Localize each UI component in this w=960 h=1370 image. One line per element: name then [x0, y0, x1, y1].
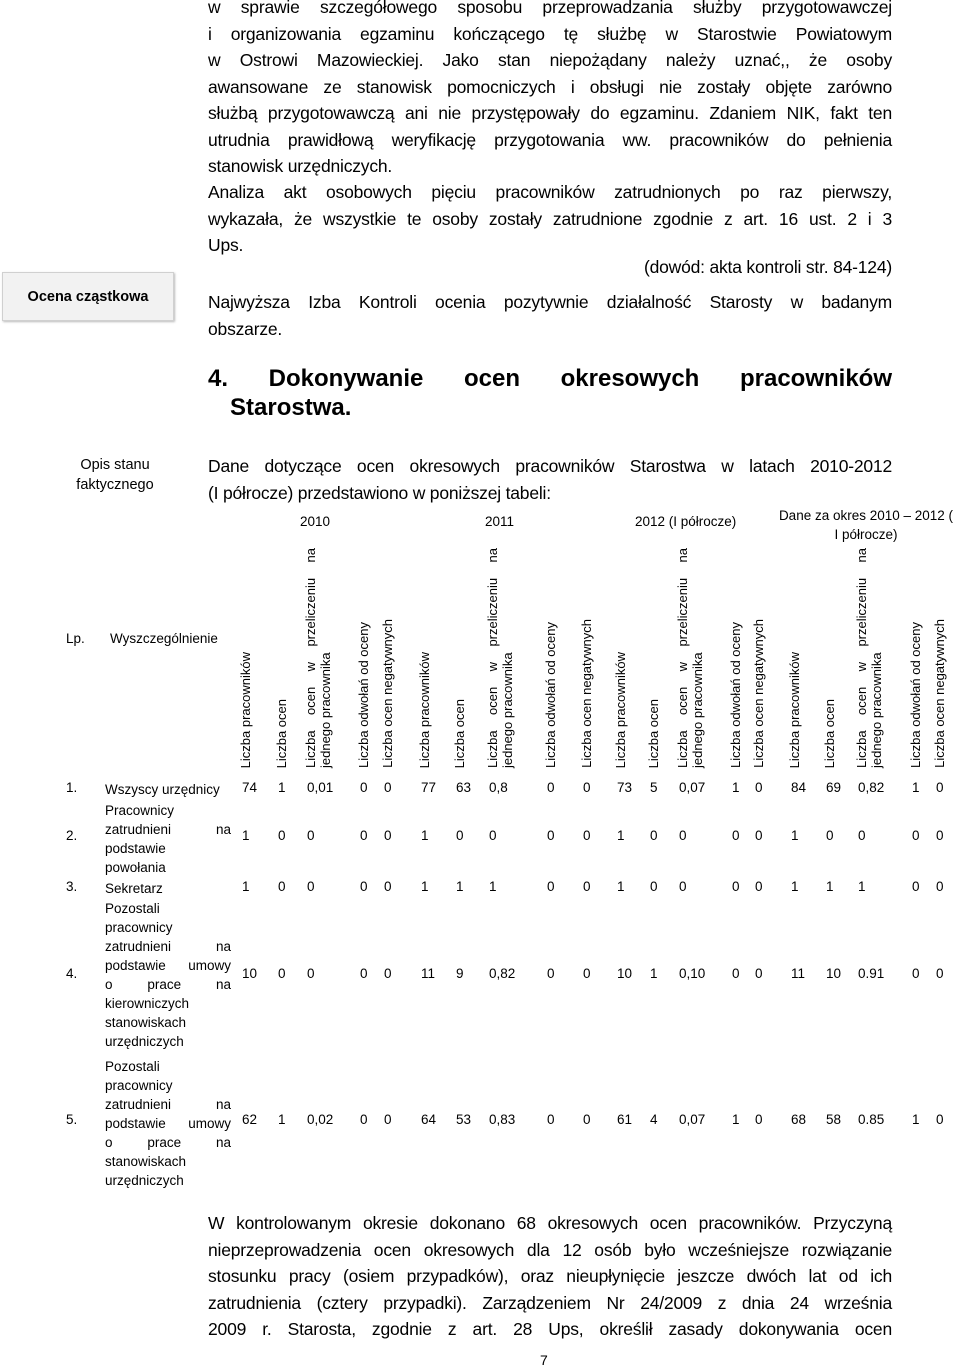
- table-cell: 1: [732, 780, 740, 795]
- table-cell: 0: [384, 879, 392, 894]
- row-label-line: Pracownicy: [105, 803, 175, 818]
- table-cell: 0: [278, 966, 286, 981]
- row-label-line: Pozostali: [105, 901, 160, 916]
- row-label-line: kierowniczych: [105, 996, 190, 1011]
- table-cell: 0,82: [489, 966, 516, 981]
- table-cell: 0: [547, 780, 555, 795]
- sub-header: Liczba ocen w przeliczeniu na jednego pracownika: [303, 548, 333, 768]
- table-cell: 84: [791, 780, 807, 795]
- top-paragraph: [208, 0, 892, 180]
- row-label-line: stanowiskach: [105, 1154, 187, 1169]
- sub-header: Liczba pracowników: [417, 651, 432, 768]
- top-line: stanowisk urzędniczych.: [208, 156, 393, 176]
- top-line: awansowane ze stanowisk pomocniczych i obsługi nie zostały objęte zarówno: [208, 76, 892, 97]
- row-label-line: stanowiskach: [105, 1015, 187, 1030]
- row-label-line: Wszyscy urzędnicy: [105, 782, 220, 797]
- table-cell: 64: [421, 1112, 437, 1127]
- page-number: 7: [540, 1352, 548, 1368]
- table-cell: 1: [456, 879, 464, 894]
- group-header-2010: 2010: [300, 514, 331, 529]
- table-cell: 1: [421, 879, 429, 894]
- table-cell: 11: [791, 966, 806, 981]
- table-cell: 0,82: [858, 780, 885, 795]
- table-cell: 0: [583, 828, 591, 843]
- sub-header: Liczba odwołań od oceny: [908, 622, 923, 768]
- table-cell: 0: [936, 780, 944, 795]
- closing-line: nieprzeprowadzenia ocen okresowych dla 12 osób było wcześniejsze rozwiązanie: [208, 1239, 892, 1260]
- table-cell: 0,01: [307, 780, 334, 795]
- row-label: [105, 801, 231, 877]
- top-line: w sprawie szczegółowego sposobu przeprowadzania służby przygotowawczej: [208, 0, 892, 17]
- row-label-line: urzędniczych: [105, 1173, 184, 1188]
- table-cell: 0: [278, 879, 286, 894]
- table-cell: 0.91: [858, 966, 885, 981]
- table-cell: 5: [650, 780, 658, 795]
- table-cell: 74: [242, 780, 258, 795]
- table-cell: 0: [278, 828, 286, 843]
- table-cell: 1: [791, 828, 799, 843]
- table-cell: 0: [384, 1112, 392, 1127]
- assessment-line: Najwyższa Izba Kontroli ocenia pozytywnie działalność Starosty w badanym: [208, 292, 892, 312]
- table-cell: 61: [617, 1112, 633, 1127]
- row-label: [105, 879, 231, 898]
- table-cell: 1: [617, 879, 625, 894]
- sub-header: Liczba ocen: [274, 698, 289, 768]
- table-cell: 0: [912, 828, 920, 843]
- table-cell: 9: [456, 966, 464, 981]
- header-lp: Lp.: [66, 631, 85, 646]
- table-cell: 1: [791, 879, 799, 894]
- header-wyszczegolnienie: Wyszczególnienie: [110, 631, 218, 646]
- row-label-line: zatrudnieni na: [105, 1097, 231, 1112]
- assessment-paragraph: [208, 289, 892, 342]
- table-cell: 0: [858, 828, 866, 843]
- table-cell: 0: [547, 1112, 555, 1127]
- table-cell: 62: [242, 1112, 258, 1127]
- row-label-line: o prace na: [105, 1135, 231, 1150]
- top-line: i organizowania egzaminu kończącego tę służbę w Starostwie Powiatowym: [208, 23, 892, 44]
- sub-header: Liczba pracowników: [787, 651, 802, 768]
- row-label-line: powołania: [105, 860, 166, 875]
- table-cell: 1: [826, 879, 834, 894]
- intro-paragraph: [208, 453, 892, 506]
- ocena-czastkowa-label: Ocena cząstkowa: [2, 272, 174, 321]
- row-label-line: podstawie: [105, 841, 166, 856]
- table-cell: 10: [617, 966, 633, 981]
- table-cell: 0: [489, 828, 497, 843]
- sub-header: Liczba pracowników: [238, 651, 253, 768]
- table-cell: 1: [242, 879, 250, 894]
- closing-line: W kontrolowanym okresie dokonano 68 okresowych ocen pracowników. Przyczyną: [208, 1213, 892, 1233]
- table-cell: 0: [360, 828, 368, 843]
- table-cell: 1: [912, 1112, 920, 1127]
- table-cell: 0: [547, 966, 555, 981]
- table-cell: 0: [936, 1112, 944, 1127]
- sub-header: Liczba ocen negatywnych: [380, 619, 395, 768]
- analysis-line: Analiza akt osobowych pięciu pracowników zatrudnionych po raz pierwszy,: [208, 182, 892, 202]
- table-cell: 0: [547, 879, 555, 894]
- table-cell: 63: [456, 780, 472, 795]
- table-cell: 0: [679, 828, 687, 843]
- sub-header: Liczba ocen w przeliczeniu na jednego pracownika: [854, 548, 884, 768]
- row-label-line: podstawie umowy: [105, 958, 231, 973]
- table-cell: 77: [421, 780, 437, 795]
- sub-header: Liczba ocen negatywnych: [579, 619, 594, 768]
- table-cell: 0: [732, 966, 740, 981]
- row-label-line: urzędniczych: [105, 1034, 184, 1049]
- closing-line: stosunku pracy (osiem przypadków), oraz nieupłynięcie jeszcze dwóch lat od ich: [208, 1266, 892, 1286]
- table-cell: 73: [617, 780, 633, 795]
- top-line: utrudnia prawidłową weryfikację przygotowania ww. pracowników do pełnienia: [208, 129, 892, 150]
- opis-label-line2: faktycznego: [76, 477, 154, 493]
- table-cell: 0: [936, 828, 944, 843]
- analysis-line: wykazała, że wszystkie te osoby zostały zatrudnione zgodnie z art. 16 ust. 2 i 3: [208, 208, 892, 229]
- row-label: [105, 1057, 231, 1190]
- table-cell: 0: [912, 879, 920, 894]
- closing-paragraph: [208, 1210, 892, 1343]
- intro-line: Dane dotyczące ocen okresowych pracowników Starostwa w latach 2010-2012: [208, 456, 892, 476]
- table-cell: 11: [421, 966, 436, 981]
- row-label-line: zatrudnieni na: [105, 822, 231, 837]
- row-number: 4.: [66, 966, 78, 981]
- closing-line: zatrudnienia (cztery przypadki). Zarządzeniem Nr 24/2009 z dnia 24 września: [208, 1292, 892, 1313]
- table-cell: 0: [650, 879, 658, 894]
- table-cell: 0: [755, 879, 763, 894]
- table-cell: 0: [912, 966, 920, 981]
- sub-header: Liczba ocen negatywnych: [932, 619, 947, 768]
- table-cell: 1: [421, 828, 429, 843]
- table-cell: 0.85: [858, 1112, 885, 1127]
- table-cell: 0,10: [679, 966, 706, 981]
- table-cell: 0: [360, 879, 368, 894]
- row-number: 1.: [66, 780, 78, 795]
- analysis-paragraph: [208, 179, 892, 259]
- table-cell: 0: [583, 879, 591, 894]
- assessment-line: obszarze.: [208, 318, 283, 339]
- analysis-line: Ups.: [208, 235, 244, 255]
- table-cell: 0,07: [679, 1112, 706, 1127]
- table-cell: 0: [679, 879, 687, 894]
- table-cell: 0: [755, 966, 763, 981]
- row-label-line: Pozostali: [105, 1059, 160, 1074]
- group-header-2011: 2011: [485, 514, 515, 529]
- row-label-line: zatrudnieni na: [105, 939, 231, 954]
- table-cell: 10: [826, 966, 842, 981]
- sub-header: Liczba pracowników: [613, 651, 628, 768]
- table-cell: 0: [307, 966, 315, 981]
- table-cell: 0,07: [679, 780, 706, 795]
- section-heading: [208, 364, 892, 422]
- table-cell: 1: [650, 966, 658, 981]
- table-cell: 0: [732, 828, 740, 843]
- table-cell: 0: [583, 1112, 591, 1127]
- opis-stanu-label: [40, 455, 190, 495]
- intro-line: (I półrocze) przedstawiono w poniższej tabeli:: [208, 482, 551, 503]
- table-cell: 0: [650, 828, 658, 843]
- row-label-line: o prace na: [105, 977, 231, 992]
- table-cell: 0: [826, 828, 834, 843]
- top-line: służbą przygotowawczą ani nie przystępowały do egzaminu. Zdaniem NIK, fakt ten: [208, 103, 892, 123]
- sub-header: Liczba ocen w przeliczeniu na jednego pracownika: [485, 548, 515, 768]
- table-cell: 0,8: [489, 780, 508, 795]
- section-heading-line1: 4. Dokonywanie ocen okresowych pracowników: [208, 365, 892, 392]
- table-cell: 0: [583, 780, 591, 795]
- table-cell: 0: [307, 828, 315, 843]
- row-label-line: pracownicy: [105, 920, 173, 935]
- table-cell: 0: [384, 780, 392, 795]
- table-cell: 0: [732, 879, 740, 894]
- closing-line: 2009 r. Starosta, zgodnie z art. 28 Ups, określił zasady dokonywania ocen: [208, 1319, 892, 1339]
- sub-header: Liczba ocen: [646, 698, 661, 768]
- table-cell: 0: [936, 966, 944, 981]
- sub-header: Liczba odwołań od oceny: [356, 622, 371, 768]
- table-cell: 0: [456, 828, 464, 843]
- row-number: 3.: [66, 879, 78, 894]
- sub-header: Liczba ocen: [452, 698, 467, 768]
- row-label-line: Sekretarz: [105, 881, 163, 896]
- row-label-line: podstawie umowy: [105, 1116, 231, 1131]
- table-cell: 0: [547, 828, 555, 843]
- table-cell: 0: [307, 879, 315, 894]
- table-cell: 0: [755, 780, 763, 795]
- group-header-total: Dane za okres 2010 – 2012 ( I półrocze): [778, 508, 954, 542]
- table-cell: 58: [826, 1112, 842, 1127]
- table-cell: 1: [617, 828, 625, 843]
- table-cell: 1: [489, 879, 497, 894]
- table-cell: 0: [384, 966, 392, 981]
- row-number: 5.: [66, 1112, 78, 1127]
- table-cell: 1: [858, 879, 866, 894]
- table-cell: 69: [826, 780, 842, 795]
- sub-header: Liczba odwołań od oceny: [543, 622, 558, 768]
- table-cell: 68: [791, 1112, 807, 1127]
- table-cell: 1: [278, 1112, 286, 1127]
- table-cell: 0: [360, 780, 368, 795]
- table-cell: 0: [360, 966, 368, 981]
- table-cell: 1: [278, 780, 286, 795]
- table-cell: 0: [360, 1112, 368, 1127]
- section-heading-line2: Starostwa.: [230, 394, 352, 421]
- sub-header: Liczba odwołań od oceny: [728, 622, 743, 768]
- table-cell: 1: [732, 1112, 740, 1127]
- row-label: [105, 899, 231, 1051]
- table-cell: 1: [912, 780, 920, 795]
- table-cell: 4: [650, 1112, 658, 1127]
- table-cell: 0: [583, 966, 591, 981]
- row-number: 2.: [66, 828, 78, 843]
- table-cell: 53: [456, 1112, 472, 1127]
- sub-header: Liczba ocen negatywnych: [751, 619, 766, 768]
- row-label: [105, 780, 231, 799]
- table-cell: 0,02: [307, 1112, 334, 1127]
- sub-header: Liczba ocen w przeliczeniu na jednego pracownika: [675, 548, 705, 768]
- table-cell: 1: [242, 828, 250, 843]
- table-cell: 10: [242, 966, 258, 981]
- table-cell: 0: [755, 1112, 763, 1127]
- table-cell: 0: [755, 828, 763, 843]
- table-cell: 0: [936, 879, 944, 894]
- row-label-line: pracownicy: [105, 1078, 173, 1093]
- opis-label-line1: Opis stanu: [80, 457, 150, 473]
- table-cell: 0,83: [489, 1112, 516, 1127]
- top-line: w Ostrowi Mazowieckiej. Jako stan niepożądany należy uznać,, że osoby: [208, 50, 892, 70]
- group-header-2012: 2012 (I półrocze): [635, 514, 737, 529]
- table-cell: 0: [384, 828, 392, 843]
- evidence-reference: (dowód: akta kontroli str. 84-124): [643, 257, 892, 277]
- sub-header: Liczba ocen: [822, 698, 837, 768]
